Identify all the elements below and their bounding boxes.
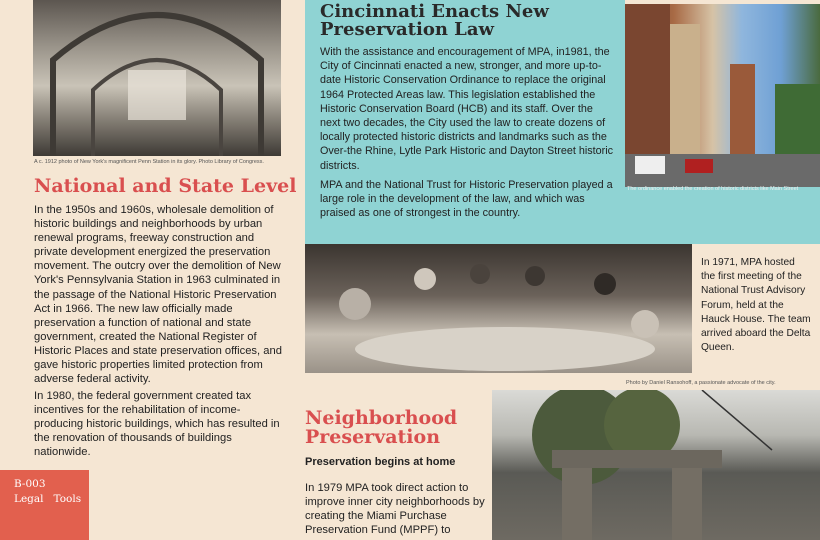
neighborhood-para: In 1979 MPA took direct action to improve inner city neighborhoods by creating the Miami Purchase Preservation Fund (MPPF) to (305, 482, 485, 537)
national-para-1: In the 1950s and 1960s, wholesale demolition of historic buildings and neighborhoods by urban renewal programs, freeway construction and private development energized the preservation movement. The outcry over the demolition of New York's Pennsylvania Station in 1963 culminated in the passage of the National Historic Preservation Act in 1966. The new law officially made preservation a function of national and state government, created the National Register of Historic Places and state preservation offices, and gave historic properties limited protection from adverse federal activity. (34, 204, 282, 386)
cincinnati-para-1: With the assistance and encouragement of MPA, in1981, the City of Cincinnati enacted a new, stronger, and more up-to-date Historic Conservation Ordinance to replace the original 1964 Protected Areas law. This legislation established the Historic Conservation Board (HCB) and its staff. Over the next two decades, the City used the law to create dozens of locally protected historic districts and landmarks such as the Over-the Rhine, Lytle Park Historic and Dayton Street historic districts. (320, 46, 614, 172)
cincinnati-para-2: MPA and the National Trust for Historic Preservation played a large role in the development of the law, and which was praised as one of strongest in the country. (320, 179, 613, 220)
station-arches-graphic (33, 0, 281, 156)
neighborhood-subtitle: Preservation begins at home (305, 456, 456, 468)
cincinnati-title-line-1: Cincinnati Enacts New (320, 1, 549, 22)
tag-code: B-003 (14, 478, 46, 490)
tag-label: Legal Tools (14, 493, 82, 505)
main-street-photo (625, 4, 820, 187)
meeting-text: In 1971, MPA hosted the first meeting of the National Trust Advisory Forum, held at the Hauck House. The team arrived aboard the Delta Queen. (701, 257, 811, 354)
neighborhood-title-line-2: Preservation (305, 426, 441, 448)
penn-station-photo (33, 0, 281, 156)
stone-arch-graphic (492, 390, 820, 540)
cincinnati-panel-extension (625, 187, 820, 244)
street-caption: The ordinance enabled the creation of historic districts like Main Street (627, 186, 799, 192)
stone-arch-photo (492, 390, 820, 540)
meeting-people-graphic (305, 244, 692, 373)
national-title: National and State Level (34, 175, 297, 197)
neighborhood-title-line-1: Neighborhood (305, 407, 458, 429)
street-buildings-graphic (625, 4, 820, 187)
arch-caption: Photo by Daniel Ransohoff, a passionate advocate of the city. (626, 380, 776, 386)
section-tag (0, 470, 89, 540)
station-caption: A c. 1912 photo of New York's magnificent Penn Station in its glory. Photo Library of Congress. (34, 159, 264, 165)
cincinnati-title-line-2: Preservation Law (320, 19, 494, 40)
national-para-2: In 1980, the federal government created tax incentives for the rehabilitation of income-producing historic buildings, which has resulted in the renovation of thousands of buildings nationwide. (34, 390, 280, 459)
meeting-photo (305, 244, 692, 373)
